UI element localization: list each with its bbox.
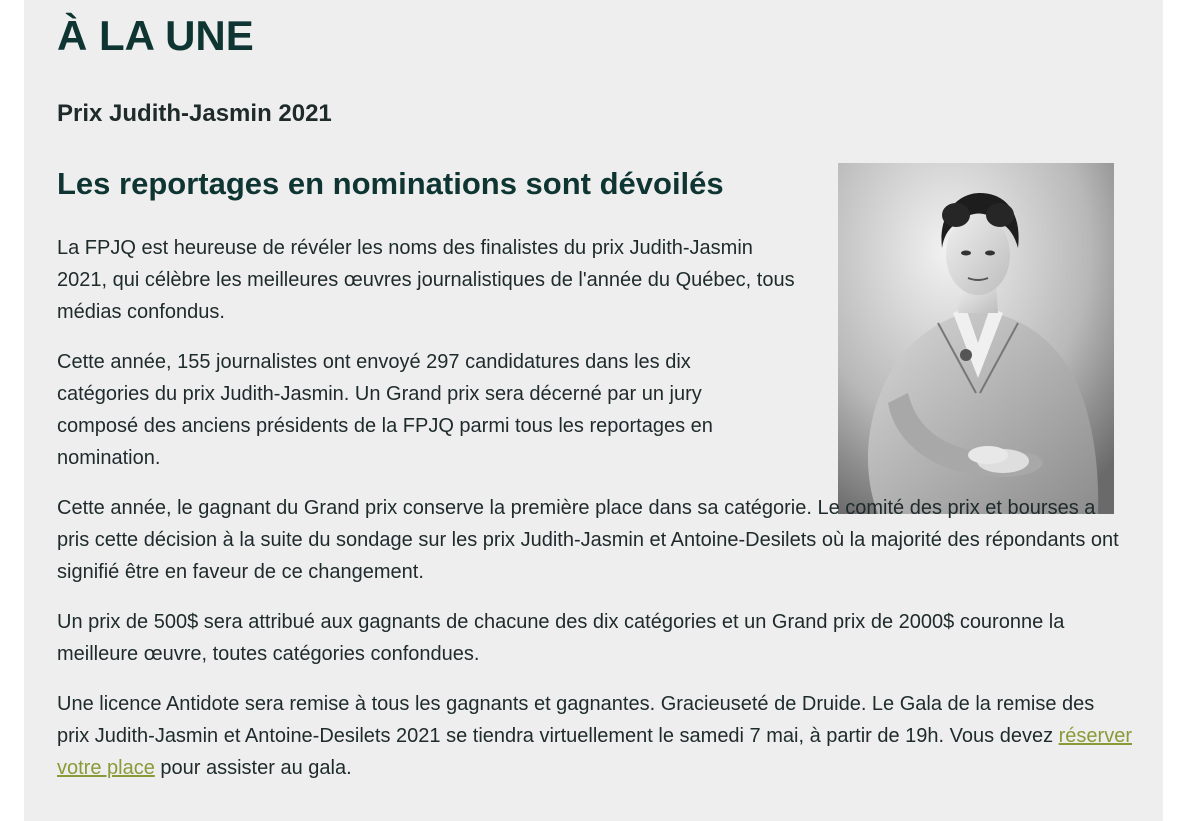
reserve-place-link[interactable]: réserver votre place bbox=[57, 725, 1132, 779]
paragraph-text: Une licence Antidote sera remise à tous les gagnants et gagnantes. Gracieuseté de Druide. Le Gala de la remise des prix Judith-Jasmin et Antoine-Desilets 2021 se tiendra virtuellement le samedi 7 mai, à partir de 19h. Vous devez bbox=[57, 693, 1095, 747]
article-subheading: Prix Judith-Jasmin 2021 bbox=[57, 100, 332, 127]
article-paragraph: Cette année, 155 journalistes ont envoyé 297 candidatures dans les dix catégories du prix Judith-Jasmin. Un Grand prix sera décerné par un jury composé des anciens présidents de la FPJQ parmi tous les reportages en nomination. bbox=[57, 351, 713, 469]
paragraph-text: pour assister au gala. bbox=[154, 757, 352, 779]
article-paragraph: Cette année, le gagnant du Grand prix conserve la première place dans sa catégorie. Le comité des prix et bourses a pris cette décision à la suite du sondage sur les prix Judith-Jasmin et Antoine-Desilets où la majorité des répondants ont signifié être en faveur de ce changement. bbox=[57, 497, 1119, 583]
article-body bbox=[57, 232, 1132, 802]
section-title: À LA UNE bbox=[57, 12, 254, 59]
article-paragraph: La FPJQ est heureuse de révéler les noms des finalistes du prix Judith-Jasmin 2021, qui célèbre les meilleures œuvres journalistiques de l'année du Québec, tous médias confondus. bbox=[57, 237, 795, 323]
content-panel bbox=[24, 0, 1163, 821]
article-headline: Les reportages en nominations sont dévoilés bbox=[57, 166, 724, 201]
article-paragraph: Un prix de 500$ sera attribué aux gagnants de chacune des dix catégories et un Grand prix de 2000$ couronne la meilleure œuvre, toutes catégories confondues. bbox=[57, 611, 1065, 665]
article-paragraph-last bbox=[57, 688, 1132, 784]
